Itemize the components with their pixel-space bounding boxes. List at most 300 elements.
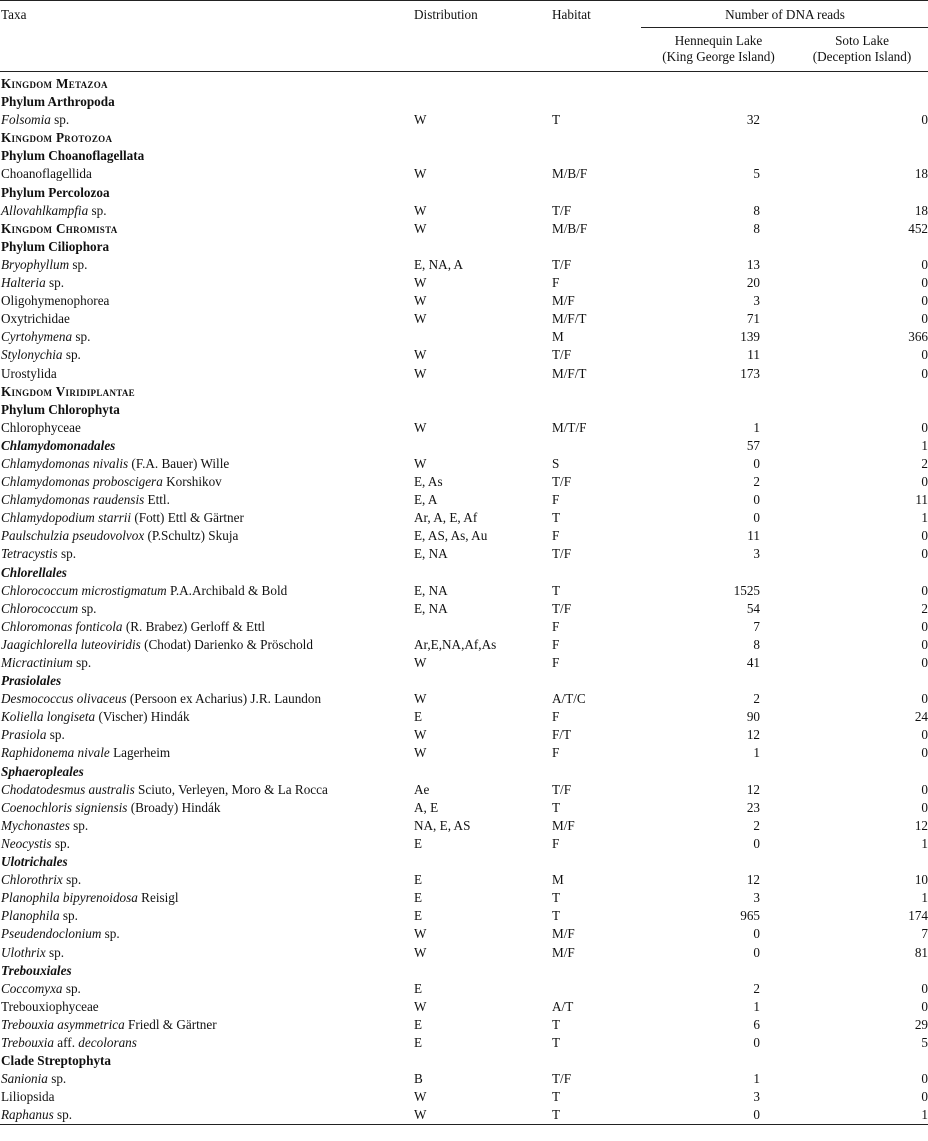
taxon-cell: Sanionia sp. [1, 1071, 67, 1087]
distribution-cell: W [414, 202, 427, 218]
distribution-cell: E [414, 1016, 423, 1032]
habitat-cell: T [552, 1089, 561, 1105]
distribution-cell: W [414, 347, 427, 363]
habitat-cell: F [552, 709, 560, 725]
habitat-cell: M/F/T [552, 365, 587, 381]
habitat-cell: A/T [552, 998, 574, 1014]
taxon-cell: Chlorococcum sp. [1, 600, 97, 616]
table-row [0, 799, 928, 817]
hennequin-reads-cell: 0 [753, 944, 760, 960]
habitat-cell: T/F [552, 781, 572, 797]
habitat-cell: T/F [552, 546, 572, 562]
taxon-cell: Chlorellales [1, 564, 67, 580]
table-row [0, 527, 928, 545]
taxon-cell: Phylum Ciliophora [1, 238, 110, 254]
taxon-cell: Planophila sp. [1, 908, 78, 924]
table-row [0, 111, 928, 129]
taxon-cell: Allovahlkampfia sp. [1, 202, 107, 218]
taxon-cell: Kingdom Protozoa [1, 130, 113, 146]
soto-reads-cell: 7 [921, 926, 928, 942]
hennequin-reads-cell: 1 [753, 998, 760, 1014]
hennequin-reads-cell: 0 [753, 492, 760, 508]
table-row [0, 962, 928, 980]
table-row [0, 202, 928, 220]
soto-reads-cell: 11 [915, 492, 928, 508]
soto-reads-cell: 0 [921, 275, 928, 291]
hennequin-reads-cell [641, 238, 795, 256]
taxon-cell: Choanoflagellida [1, 166, 92, 182]
distribution-cell: W [414, 691, 427, 707]
hennequin-reads-cell [641, 962, 795, 980]
table-row [0, 744, 928, 762]
soto-reads-cell: 1 [795, 1106, 928, 1125]
habitat-cell: F [552, 528, 560, 544]
hennequin-reads-cell [641, 383, 795, 401]
habitat-cell: F/T [552, 727, 572, 743]
distribution-cell [413, 853, 551, 871]
soto-reads-cell: 0 [921, 727, 928, 743]
header-taxa: Taxa [1, 7, 27, 22]
habitat-cell: A/T/C [552, 691, 586, 707]
soto-reads-cell: 0 [921, 419, 928, 435]
table-header [0, 1, 928, 76]
hennequin-reads-cell [641, 75, 795, 93]
table-row [0, 509, 928, 527]
hennequin-reads-cell: 3 [753, 293, 760, 309]
soto-reads-cell [795, 853, 928, 871]
soto-reads-cell: 0 [921, 582, 928, 598]
hennequin-reads-cell: 139 [740, 329, 760, 345]
distribution-cell: E [414, 709, 423, 725]
taxon-cell: Urostylida [1, 365, 57, 381]
taxon-cell: Chlamydomonas nivalis (F.A. Bauer) Wille [1, 455, 230, 471]
distribution-cell [413, 962, 551, 980]
soto-reads-cell: 5 [921, 1034, 928, 1050]
table-row [0, 129, 928, 147]
taxon-cell: Chlorothrix sp. [1, 872, 82, 888]
hennequin-reads-cell: 54 [746, 600, 760, 616]
distribution-cell: E, NA [414, 600, 448, 616]
habitat-cell: T [552, 582, 561, 598]
taxon-cell: Chlamydopodium starrii (Fott) Ettl & Gärtner [1, 510, 244, 526]
habitat-cell: T [552, 1016, 561, 1032]
taxon-cell: Halteria sp. [1, 275, 65, 291]
taxon-cell: Paulschulzia pseudovolvox (P.Schultz) Skuja [1, 528, 239, 544]
hennequin-reads-cell: 20 [746, 275, 760, 291]
hennequin-reads-cell [641, 129, 795, 147]
hennequin-reads-cell: 0 [753, 510, 760, 526]
soto-reads-cell: 18 [914, 202, 928, 218]
distribution-cell: E, A [414, 492, 438, 508]
habitat-cell [551, 75, 641, 93]
taxon-cell: Phylum Percolozoa [1, 184, 110, 200]
distribution-cell: E, NA, A [414, 256, 464, 272]
table-row [0, 184, 928, 202]
habitat-cell [551, 672, 641, 690]
habitat-cell: T [552, 890, 561, 906]
distribution-cell [413, 672, 551, 690]
hennequin-reads-cell: 12 [746, 781, 760, 797]
soto-reads-cell: 1 [921, 437, 928, 453]
distribution-cell: A, E [414, 799, 439, 815]
taxon-cell: Phylum Arthropoda [1, 94, 115, 110]
taxon-cell: Sphaeropleales [1, 763, 84, 779]
hennequin-reads-cell: 8 [753, 636, 760, 652]
soto-reads-cell: 0 [921, 546, 928, 562]
table-row [0, 220, 928, 238]
soto-reads-cell: 0 [921, 1071, 928, 1087]
hennequin-reads-cell [641, 763, 795, 781]
hennequin-reads-cell: 0 [753, 926, 760, 942]
habitat-cell: T [552, 510, 561, 526]
table-row [0, 147, 928, 165]
soto-reads-cell [795, 401, 928, 419]
soto-reads-cell: 174 [908, 908, 928, 924]
taxon-cell: Trebouxia asymmetrica Friedl & Gärtner [1, 1016, 217, 1032]
soto-reads-cell: 2 [921, 455, 928, 471]
distribution-cell: Ae [414, 781, 430, 797]
habitat-cell: M/F [552, 926, 575, 942]
hennequin-reads-cell: 41 [746, 655, 760, 670]
taxon-cell: Oligohymenophorea [1, 293, 110, 309]
table-row [0, 383, 928, 401]
soto-reads-cell: 0 [921, 347, 928, 363]
habitat-cell: T [552, 1034, 561, 1050]
distribution-cell: Ar, A, E, Af [414, 510, 478, 526]
soto-reads-cell [795, 147, 928, 165]
distribution-cell [413, 401, 551, 419]
taxon-cell: Phylum Chlorophyta [1, 401, 120, 417]
habitat-cell [551, 763, 641, 781]
distribution-cell: W [414, 275, 427, 291]
taxon-cell: Trebouxiales [1, 962, 72, 978]
hennequin-reads-cell: 0 [753, 1034, 760, 1050]
distribution-cell [413, 147, 551, 165]
habitat-cell: F [552, 655, 560, 670]
hennequin-reads-cell: 5 [753, 166, 760, 182]
hennequin-reads-cell [641, 1052, 795, 1070]
header-habitat: Habitat [552, 7, 591, 22]
soto-reads-cell: 1 [921, 890, 928, 906]
habitat-cell: T/F [552, 202, 572, 218]
soto-reads-cell [795, 184, 928, 202]
taxon-cell: Oxytrichidae [1, 311, 70, 327]
hennequin-reads-cell: 8 [753, 220, 760, 236]
header-hennequin-line1: Hennequin Lake [674, 33, 763, 48]
soto-reads-cell [795, 238, 928, 256]
table-row [0, 889, 928, 907]
soto-reads-cell [795, 672, 928, 690]
soto-reads-cell: 452 [908, 220, 928, 236]
distribution-cell [413, 763, 551, 781]
distribution-cell: W [414, 365, 427, 381]
habitat-cell: T/F [552, 1071, 572, 1087]
soto-reads-cell: 10 [914, 872, 928, 888]
table-row [0, 618, 928, 636]
taxon-cell: Jaagichlorella luteoviridis (Chodat) Darienko & Pröschold [1, 636, 313, 652]
distribution-cell [413, 437, 551, 455]
distribution-cell: Ar,E,NA,Af,As [414, 636, 497, 652]
soto-reads-cell [795, 93, 928, 111]
hennequin-reads-cell: 3 [753, 546, 760, 562]
habitat-cell: M/B/F [552, 166, 588, 182]
soto-reads-cell: 18 [914, 166, 928, 182]
table-row [0, 781, 928, 799]
taxon-cell: Kingdom Metazoa [1, 76, 108, 91]
distribution-cell: W [414, 926, 427, 942]
table-row [0, 690, 928, 708]
distribution-cell: W [414, 293, 427, 309]
distribution-cell [413, 383, 551, 401]
table-row [0, 346, 928, 364]
header-soto-line1: Soto Lake [835, 33, 889, 48]
table-row [0, 871, 928, 889]
distribution-cell [413, 184, 551, 202]
table-row [0, 491, 928, 509]
habitat-cell [551, 238, 641, 256]
table-row [0, 165, 928, 183]
hennequin-reads-cell: 57 [746, 437, 760, 453]
table-row [0, 93, 928, 111]
hennequin-reads-cell: 6 [753, 1016, 760, 1032]
soto-reads-cell: 0 [921, 256, 928, 272]
hennequin-reads-cell [641, 184, 795, 202]
distribution-cell: E [414, 890, 423, 906]
distribution-cell: W [414, 998, 427, 1014]
taxon-cell: Chlamydomonadales [1, 437, 116, 453]
table-row [0, 907, 928, 925]
taxon-cell: Chlorococcum microstigmatum P.A.Archibald & Bold [1, 582, 288, 598]
taxon-cell: Coccomyxa sp. [1, 980, 81, 996]
table-row [0, 835, 928, 853]
table-row [0, 238, 928, 256]
distribution-cell: B [414, 1071, 423, 1087]
habitat-cell: T/F [552, 474, 572, 490]
habitat-cell: M [552, 329, 564, 345]
habitat-cell: T/F [552, 256, 572, 272]
taxon-cell: Stylonychia sp. [1, 347, 81, 363]
hennequin-reads-cell: 0 [753, 455, 760, 471]
taxon-cell: Chloromonas fonticola (R. Brabez) Gerloff & Ettl [1, 618, 266, 634]
soto-reads-cell: 0 [921, 691, 928, 707]
soto-reads-cell [795, 129, 928, 147]
habitat-cell [551, 383, 641, 401]
table-row [0, 75, 928, 93]
hennequin-reads-cell: 12 [746, 872, 760, 888]
soto-reads-cell: 0 [921, 528, 928, 544]
distribution-cell: E, NA [414, 582, 448, 598]
table-row [0, 274, 928, 292]
soto-reads-cell: 366 [908, 329, 928, 345]
table-row [0, 1016, 928, 1034]
soto-reads-cell: 0 [921, 474, 928, 490]
table-row [0, 545, 928, 563]
header-soto-line2: (Deception Island) [812, 49, 912, 64]
habitat-cell [551, 129, 641, 147]
table-row [0, 401, 928, 419]
hennequin-reads-cell: 965 [740, 908, 760, 924]
distribution-cell: W [414, 655, 427, 670]
habitat-cell: F [552, 618, 560, 634]
table-row [0, 292, 928, 310]
distribution-cell: E [414, 908, 423, 924]
table-row [0, 256, 928, 274]
hennequin-reads-cell: 71 [746, 311, 760, 327]
hennequin-reads-cell: 11 [747, 347, 760, 363]
soto-reads-cell: 0 [921, 781, 928, 797]
distribution-cell [413, 328, 551, 346]
taxon-cell: Koliella longiseta (Vischer) Hindák [1, 709, 190, 725]
hennequin-reads-cell: 7 [753, 618, 760, 634]
soto-reads-cell: 1 [921, 835, 928, 851]
distribution-cell [413, 564, 551, 582]
habitat-cell [551, 93, 641, 111]
taxon-cell: Trebouxiophyceae [1, 998, 99, 1014]
distribution-cell [413, 238, 551, 256]
hennequin-reads-cell: 1 [753, 419, 760, 435]
taxon-cell: Desmococcus olivaceus (Persoon ex Acharius) J.R. Laundon [1, 691, 322, 707]
distribution-cell [413, 93, 551, 111]
habitat-cell: T [552, 799, 561, 815]
taxon-cell: Kingdom Chromista [1, 220, 118, 236]
distribution-cell: W [414, 220, 427, 236]
taxon-cell: Liliopsida [1, 1089, 55, 1105]
distribution-cell: W [414, 419, 427, 435]
table-row [0, 998, 928, 1016]
table-row [0, 817, 928, 835]
taxon-cell: Micractinium sp. [1, 655, 92, 670]
taxon-cell: Coenochloris signiensis (Broady) Hindák [1, 799, 221, 815]
table-row [0, 473, 928, 491]
taxon-cell: Prasiolales [1, 673, 62, 689]
habitat-cell: M/F [552, 293, 575, 309]
soto-reads-cell: 0 [921, 799, 928, 815]
habitat-cell [551, 564, 641, 582]
hennequin-reads-cell: 2 [753, 474, 760, 490]
table-row [0, 455, 928, 473]
habitat-cell: T [552, 112, 561, 128]
table-row [0, 763, 928, 781]
hennequin-reads-cell: 32 [746, 112, 760, 128]
soto-reads-cell [795, 763, 928, 781]
table-row [0, 564, 928, 582]
soto-reads-cell [795, 1052, 928, 1070]
distribution-cell [413, 75, 551, 93]
habitat-cell: F [552, 275, 560, 291]
hennequin-reads-cell: 23 [746, 799, 760, 815]
distribution-cell: W [414, 112, 427, 128]
habitat-cell: T/F [552, 600, 572, 616]
soto-reads-cell [795, 75, 928, 93]
distribution-cell [413, 129, 551, 147]
taxon-cell: Ulothrix sp. [1, 944, 65, 960]
habitat-cell: F [552, 835, 560, 851]
soto-reads-cell: 0 [921, 1089, 928, 1105]
taxon-cell: Trebouxia aff. decolorans [1, 1034, 137, 1050]
table-row [0, 654, 928, 672]
hennequin-reads-cell: 1 [753, 745, 760, 761]
hennequin-reads-cell: 0 [641, 1106, 795, 1125]
hennequin-reads-cell [641, 147, 795, 165]
soto-reads-cell: 0 [921, 112, 928, 128]
distribution-cell: NA, E, AS [414, 817, 471, 833]
taxon-cell: Chlamydomonas proboscigera Korshikov [1, 474, 222, 490]
taxon-cell: Raphidonema nivale Lagerheim [1, 745, 171, 761]
soto-reads-cell [795, 962, 928, 980]
distribution-cell: E [414, 980, 423, 996]
taxon-cell: Bryophyllum sp. [1, 256, 88, 272]
header-hennequin-line2: (King George Island) [662, 49, 775, 64]
taxon-cell: Clade Streptophyta [1, 1053, 112, 1069]
hennequin-reads-cell: 1525 [733, 582, 760, 598]
taxon-cell: Mychonastes sp. [1, 817, 89, 833]
distribution-cell: W [414, 745, 427, 761]
distribution-cell: E, AS, As, Au [414, 528, 488, 544]
habitat-cell: S [552, 455, 560, 471]
distribution-cell: W [413, 1106, 551, 1125]
hennequin-reads-cell: 8 [753, 202, 760, 218]
hennequin-reads-cell [641, 401, 795, 419]
soto-reads-cell: 12 [914, 817, 928, 833]
soto-reads-cell: 81 [914, 944, 928, 960]
table-row [0, 708, 928, 726]
habitat-cell [551, 980, 641, 998]
habitat-cell: T/F [552, 347, 572, 363]
habitat-cell: T [552, 908, 561, 924]
soto-reads-cell: 2 [921, 600, 928, 616]
habitat-cell: M [552, 872, 564, 888]
table-row [0, 1070, 928, 1088]
taxon-cell: Planophila bipyrenoidosa Reisigl [1, 890, 179, 906]
soto-reads-cell [795, 383, 928, 401]
header-dna-reads: Number of DNA reads [641, 1, 928, 28]
table-row [0, 925, 928, 943]
table-row [0, 944, 928, 962]
soto-reads-cell: 0 [921, 998, 928, 1014]
hennequin-reads-cell: 90 [746, 709, 760, 725]
distribution-cell: E [414, 1034, 423, 1050]
hennequin-reads-cell: 1 [753, 1071, 760, 1087]
table-row [0, 365, 928, 383]
distribution-cell: E [414, 835, 423, 851]
distribution-cell: W [414, 727, 427, 743]
distribution-cell: W [414, 1089, 427, 1105]
distribution-cell: E, NA [414, 546, 448, 562]
table-row [0, 1052, 928, 1070]
hennequin-reads-cell: 2 [753, 980, 760, 996]
habitat-cell [551, 962, 641, 980]
header-distribution: Distribution [414, 7, 478, 22]
soto-reads-cell: 1 [921, 510, 928, 526]
table-row [0, 672, 928, 690]
distribution-cell: W [414, 455, 427, 471]
hennequin-reads-cell: 13 [746, 256, 760, 272]
taxon-cell: Chlorophyceae [1, 419, 81, 435]
table-row [0, 980, 928, 998]
soto-reads-cell [795, 564, 928, 582]
hennequin-reads-cell [641, 853, 795, 871]
habitat-cell [551, 853, 641, 871]
soto-reads-cell: 0 [921, 311, 928, 327]
habitat-cell [551, 184, 641, 202]
table-row [0, 437, 928, 455]
habitat-cell: M/T/F [552, 419, 587, 435]
header-soto [795, 28, 928, 72]
hennequin-reads-cell: 12 [746, 727, 760, 743]
habitat-cell: F [552, 636, 560, 652]
habitat-cell [551, 437, 641, 455]
taxon-cell: Folsomia sp. [1, 112, 70, 128]
